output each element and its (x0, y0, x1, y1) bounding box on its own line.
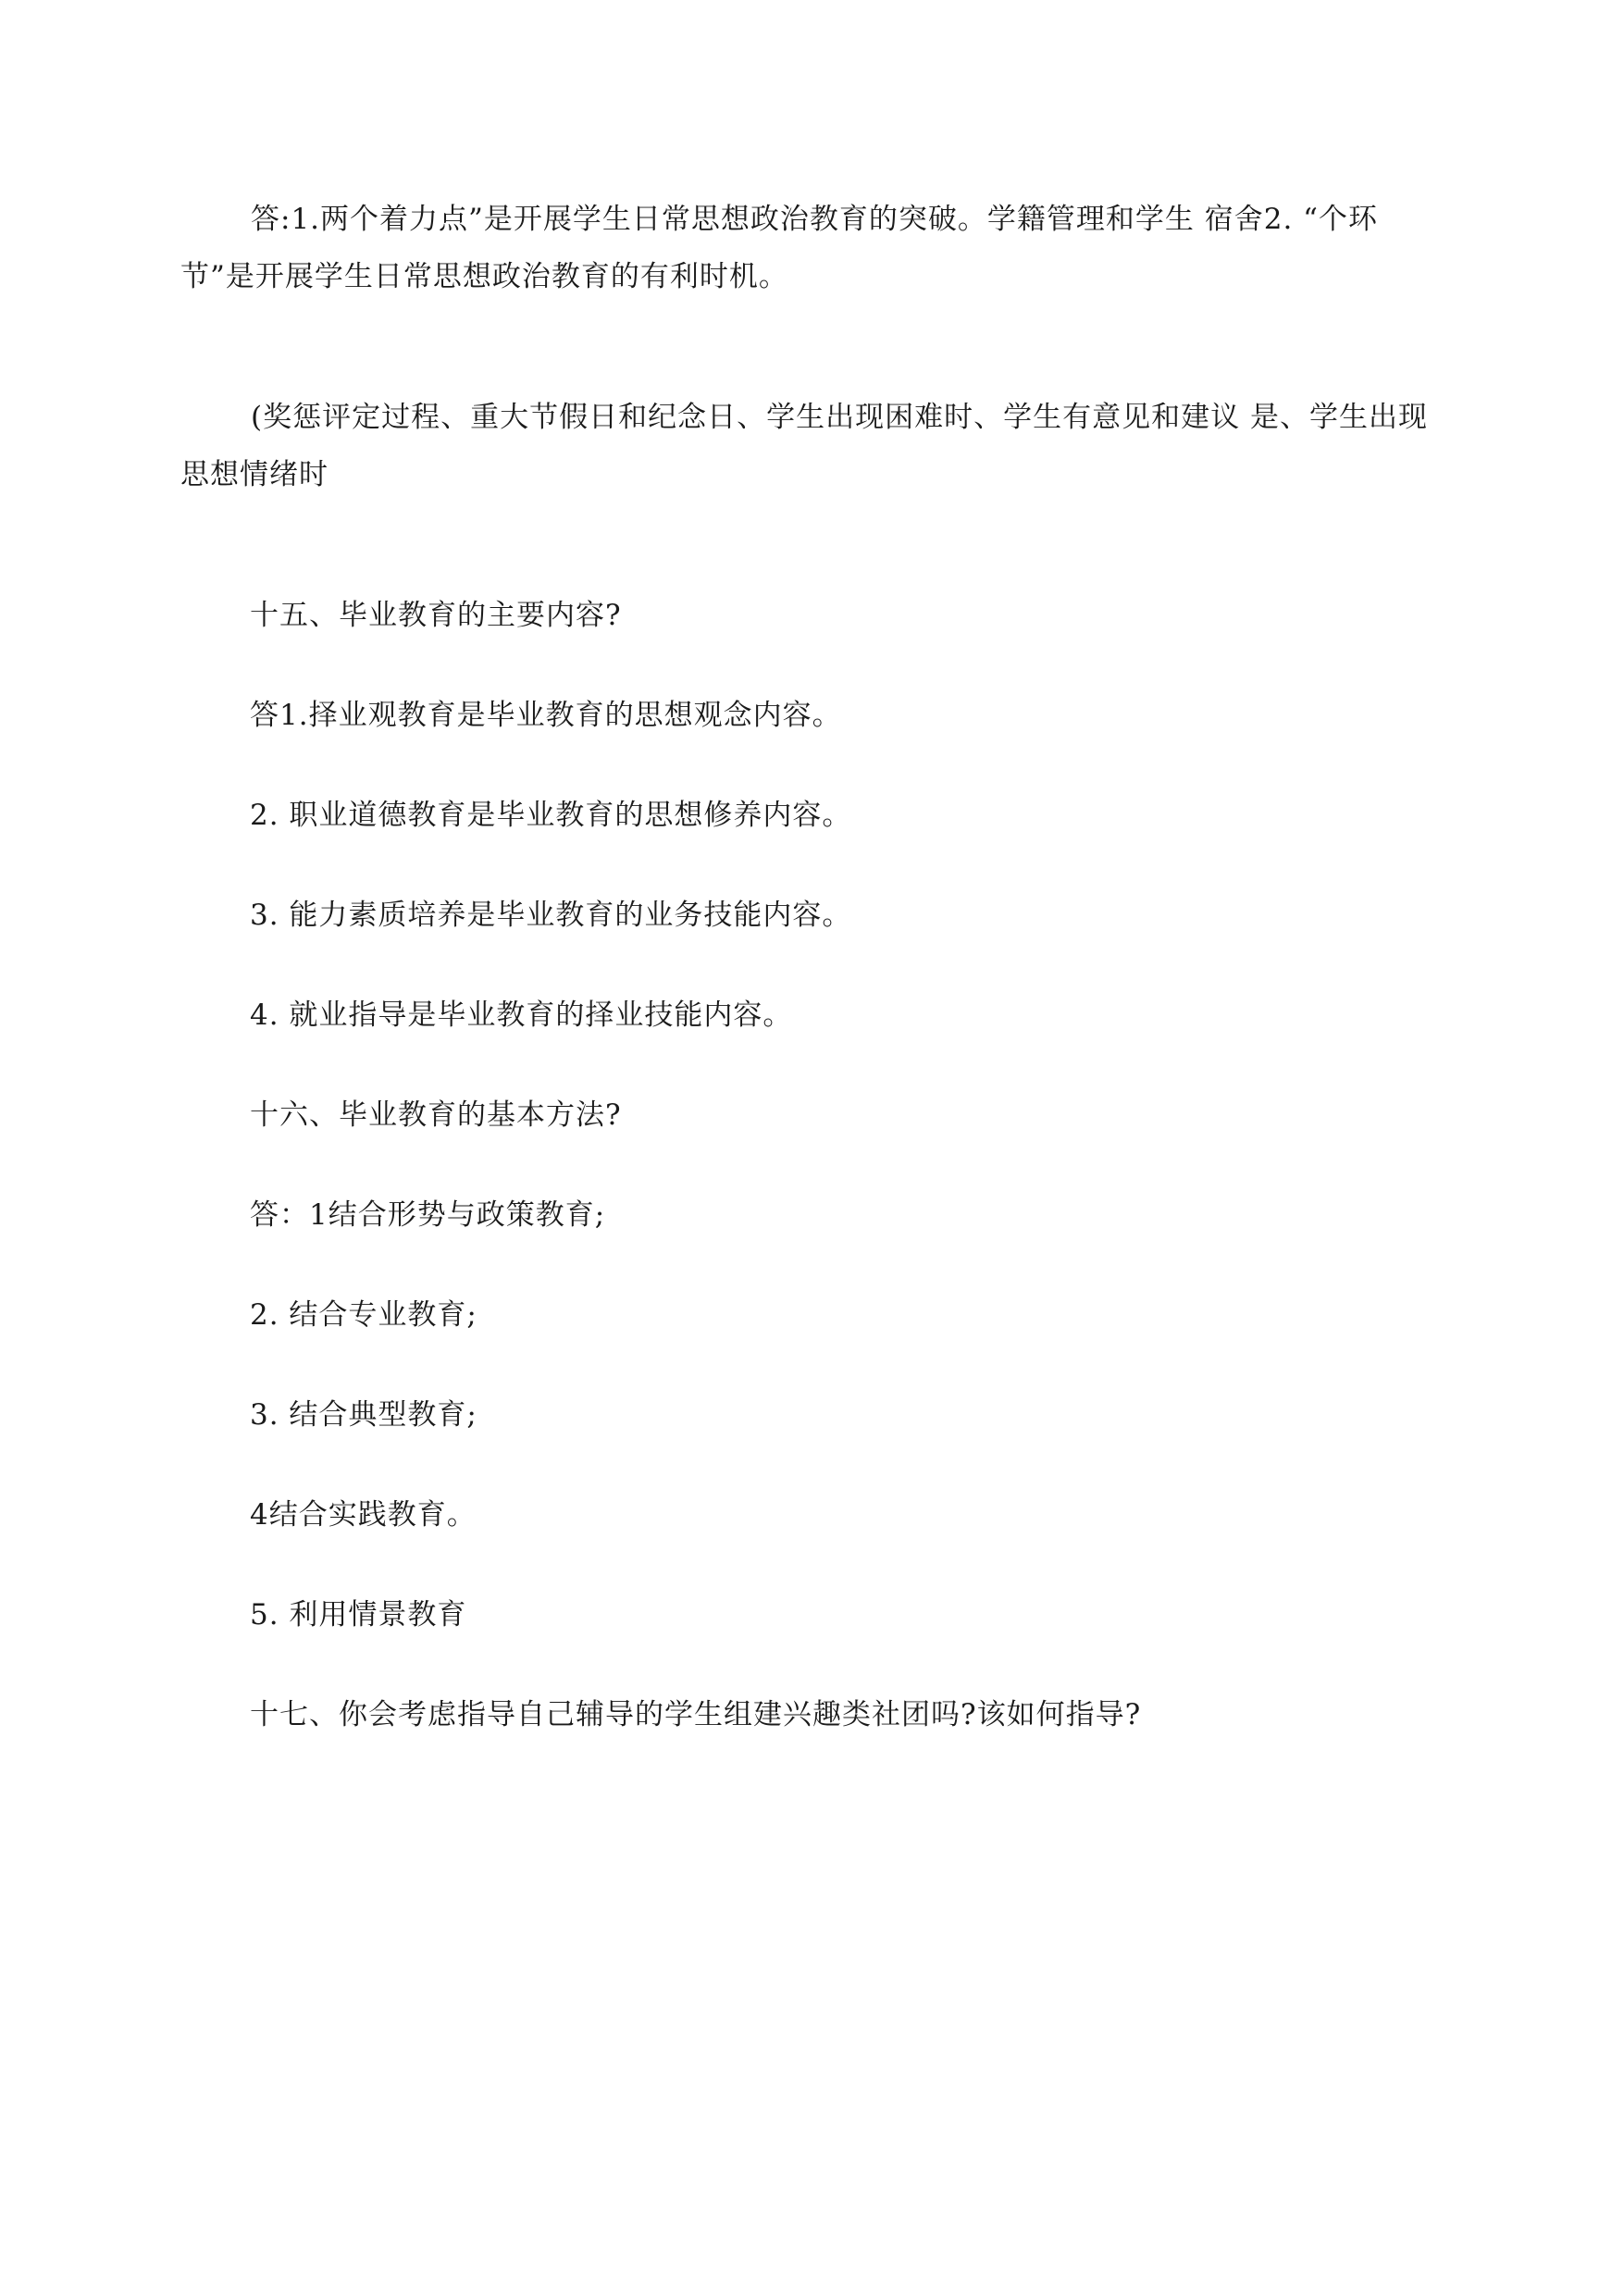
answer-16-item-5: 5. 利用情景教育 (250, 1598, 467, 1631)
answer-16-item-4: 4结合实践教育。 (250, 1498, 477, 1532)
question-15-heading: 十五、毕业教育的主要内容? (250, 599, 622, 632)
answer-15-item-4: 4. 就业指导是毕业教育的择业技能内容。 (250, 999, 793, 1032)
question-16-heading: 十六、毕业教育的基本方法? (250, 1098, 622, 1132)
answer-15-item-3: 3. 能力素质培养是毕业教育的业务技能内容。 (250, 899, 852, 932)
answer-15-item-1: 答1.择业观教育是毕业教育的思想观念内容。 (250, 699, 842, 732)
question-17-heading: 十七、你会考虑指导自己辅导的学生组建兴趣类社团吗?该如何指导? (250, 1698, 1142, 1731)
answer-15-item-2: 2. 职业道德教育是毕业教育的思想修养内容。 (250, 799, 852, 832)
answer-paragraph-2: (奖惩评定过程、重大节假日和纪念日、学生出现困难时、学生有意见和建议 是、学生出现思想情绪时 (180, 401, 1428, 491)
answer-paragraph-1: 答:1.两个着力点”是开展学生日常思想政治教育的突破。学籍管理和学生 宿舍2. “个环节”是开展学生日常思想政治教育的有利时机。 (180, 203, 1378, 293)
answer-16-item-3: 3. 结合典型教育; (250, 1398, 477, 1432)
answer-16-item-1: 答：1结合形势与政策教育; (250, 1198, 606, 1232)
answer-16-item-2: 2. 结合专业教育; (250, 1298, 477, 1332)
